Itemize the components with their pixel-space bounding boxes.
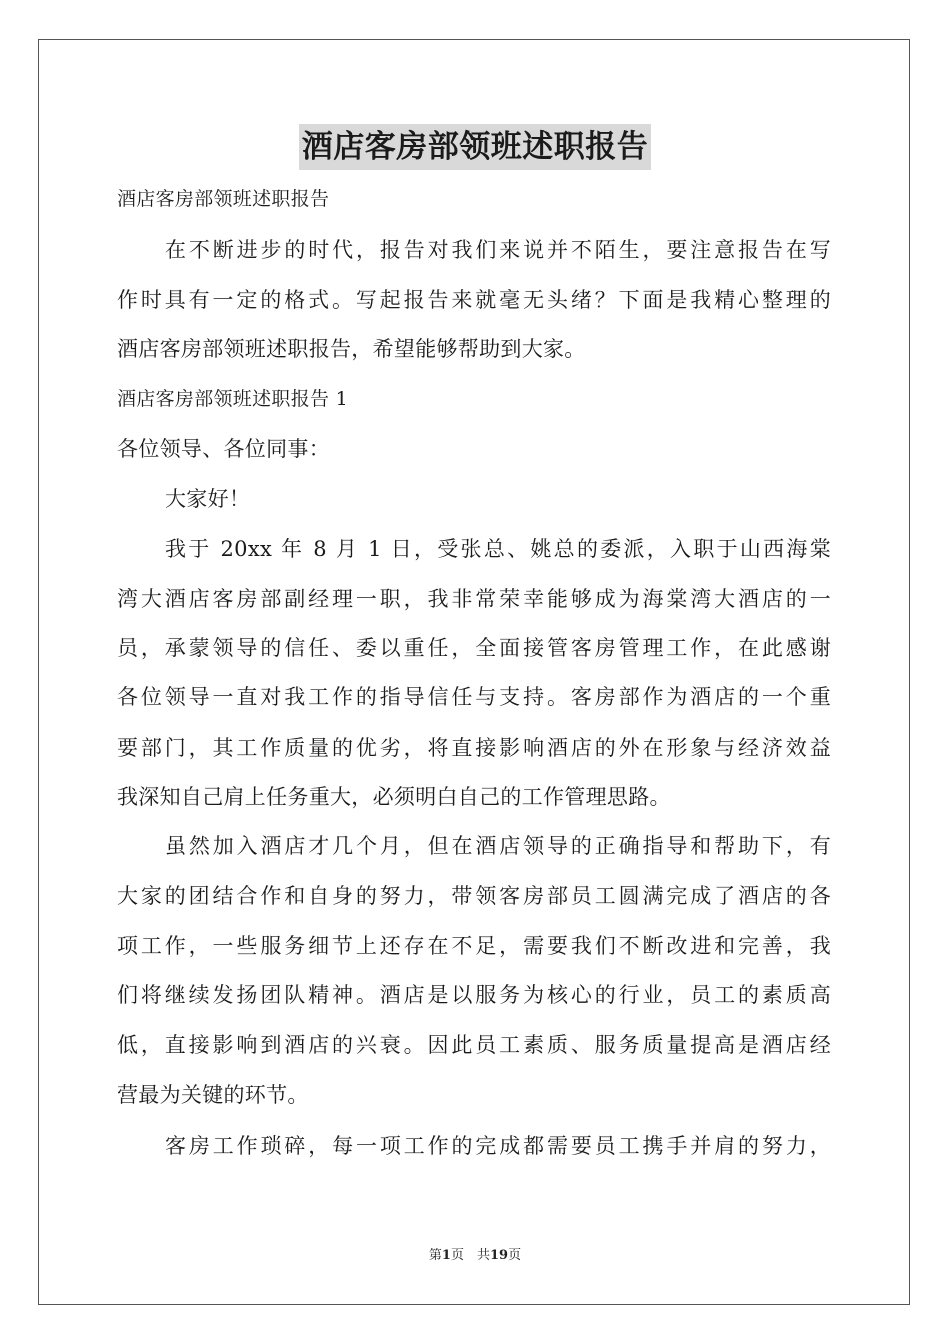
- page-prefix: 第: [428, 1248, 442, 1263]
- intro-line-1: 在不断进步的时代，报告对我们来说并不陌生，要注意报告在写: [165, 238, 831, 262]
- paragraph2-line-4: 们将继续发扬团队精神。酒店是以服务为核心的行业，员工的素质高: [117, 983, 831, 1007]
- greeting: 大家好！: [165, 487, 251, 511]
- paragraph1-line-2: 湾大酒店客房部副经理一职，我非常荣幸能够成为海棠湾大酒店的一: [117, 587, 831, 611]
- salutation: 各位领导、各位同事：: [117, 437, 330, 461]
- page-border: [38, 39, 910, 1305]
- document-subtitle: 酒店客房部领班述职报告: [117, 188, 330, 210]
- page-total: 19: [489, 1248, 509, 1263]
- page-suffix: 页: [508, 1248, 522, 1263]
- paragraph2-line-1: 虽然加入酒店才几个月，但在酒店领导的正确指导和帮助下，有: [165, 834, 831, 858]
- intro-line-2: 作时具有一定的格式。写起报告来就毫无头绪？下面是我精心整理的: [117, 288, 831, 312]
- paragraph1-line-3: 员，承蒙领导的信任、委以重任，全面接管客房管理工作，在此感谢: [117, 636, 831, 660]
- paragraph2-line-2: 大家的团结合作和自身的努力，带领客房部员工圆满完成了酒店的各: [117, 884, 831, 908]
- section-heading: 酒店客房部领班述职报告 1: [117, 388, 349, 410]
- document-title: 酒店客房部领班述职报告: [299, 124, 652, 170]
- paragraph1-line-6: 我深知自己肩上任务重大，必须明白自己的工作管理思路。: [117, 785, 671, 809]
- page-footer: [0, 1247, 950, 1265]
- intro-line-3: 酒店客房部领班述职报告，希望能够帮助到大家。: [117, 337, 586, 361]
- paragraph2-line-5: 低，直接影响到酒店的兴衰。因此员工素质、服务质量提高是酒店经: [117, 1033, 831, 1057]
- paragraph2-line-3: 项工作，一些服务细节上还存在不足，需要我们不断改进和完善，我: [117, 934, 831, 958]
- title-container: [0, 124, 950, 170]
- page-current: 1: [441, 1248, 451, 1263]
- paragraph1-line-5: 要部门，其工作质量的优劣，将直接影响酒店的外在形象与经济效益: [117, 736, 831, 760]
- paragraph3-line-1: 客房工作琐碎，每一项工作的完成都需要员工携手并肩的努力，: [165, 1134, 831, 1158]
- paragraph2-line-6: 营最为关键的环节。: [117, 1083, 309, 1107]
- paragraph1-line-1: 我于 20xx 年 8 月 1 日，受张总、姚总的委派，入职于山西海棠: [165, 537, 831, 561]
- page-mid: 页 共: [450, 1248, 490, 1263]
- paragraph1-line-4: 各位领导一直对我工作的指导信任与支持。客房部作为酒店的一个重: [117, 685, 831, 709]
